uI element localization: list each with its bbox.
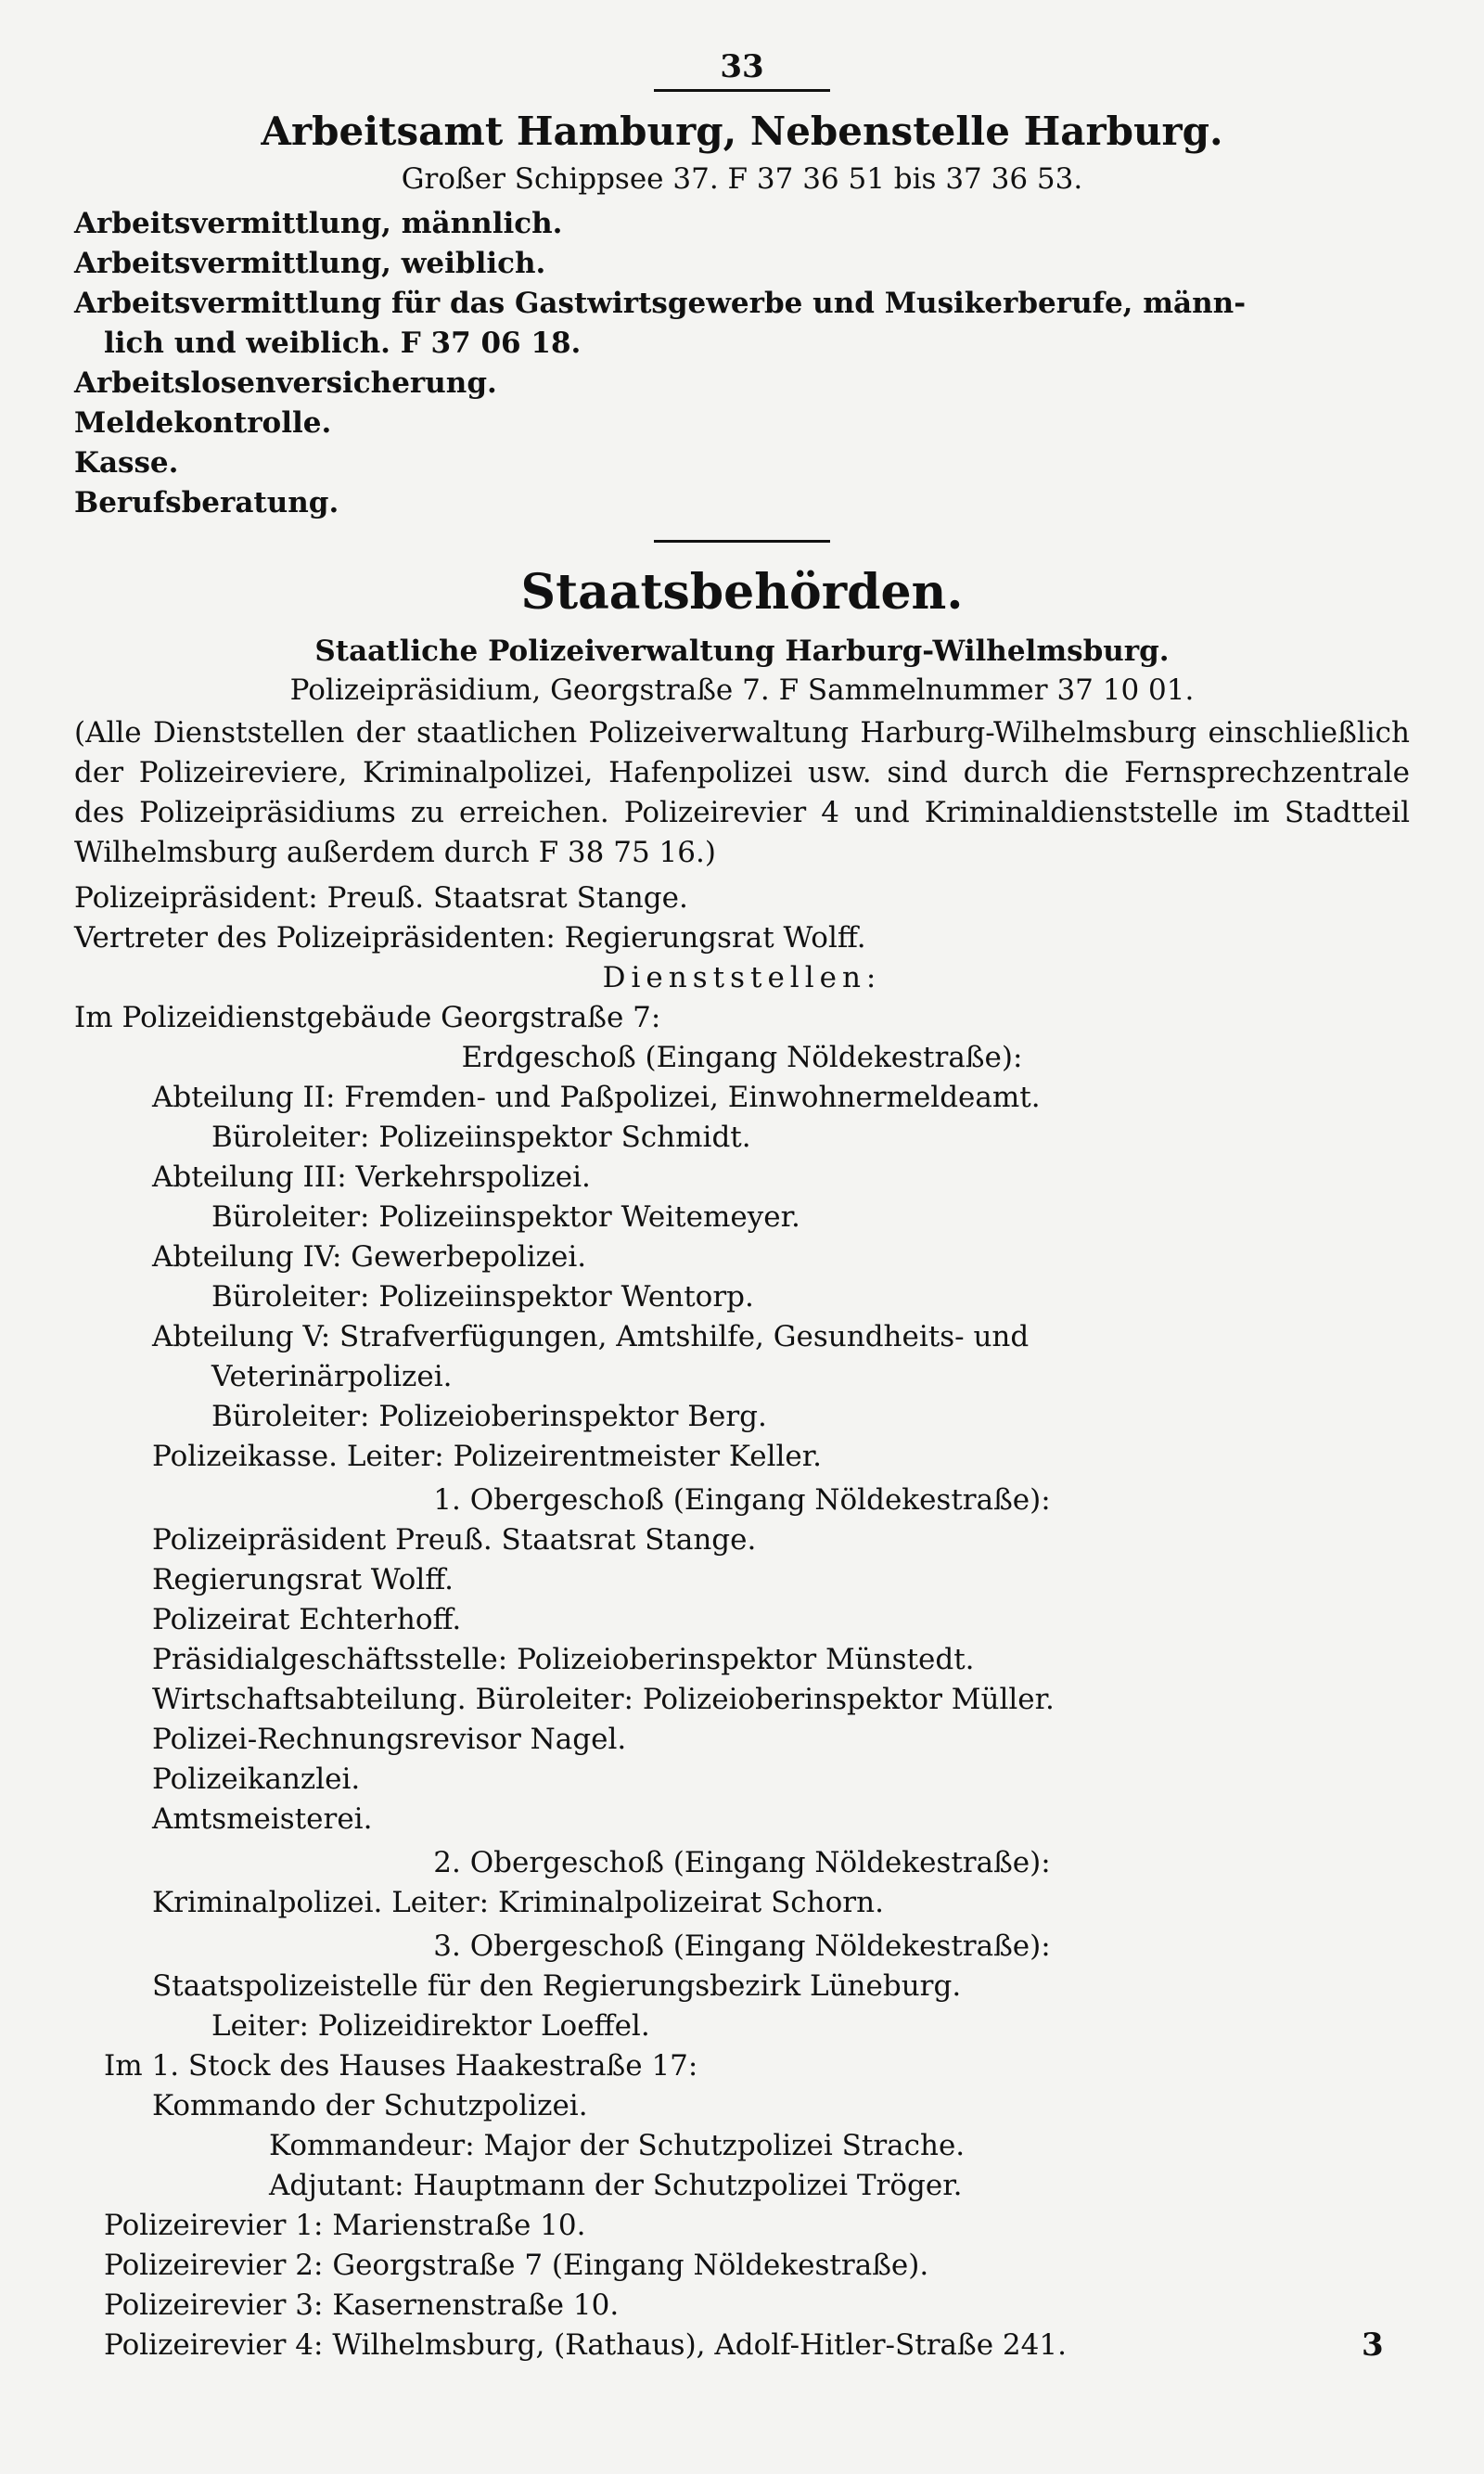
polizei-president: Polizeipräsident: Preuß. Staatsrat Stange.: [74, 881, 688, 915]
dienststellen-heading: Dienststellen:: [602, 961, 882, 994]
directory-entry: Abteilung V: Strafverfügungen, Amtshilfe, Gesundheits- und: [152, 1320, 1030, 1353]
directory-entry: Polizeirevier 1: Marienstraße 10.: [104, 2209, 586, 2242]
polizei-title: Staatliche Polizeiverwaltung Harburg-Wilhelmsburg.: [314, 635, 1170, 668]
directory-entry: Polizeirat Echterhoff.: [152, 1603, 462, 1636]
directory-entry: Polizeirevier 2: Georgstraße 7 (Eingang Nöldekestraße).: [104, 2249, 929, 2282]
polizei-note: (Alle Dienststellen der staatlichen Polizeiverwaltung Harburg-Wilhelmsburg einschließlich der Polizeireviere, Kriminalpolizei, Hafenpolizei usw. sind durch die Fernsprechzentrale des Polizeipräsidiums zu erreichen. Polizeirevier 4 und Kriminaldienststelle im Stadtteil Wilhelmsburg außerdem durch F 38 75 16.): [74, 716, 1410, 869]
directory-entry: Veterinärpolizei.: [211, 1360, 453, 1393]
arbeitsamt-item: Arbeitsvermittlung, weiblich.: [74, 247, 546, 280]
erdgeschoss-heading: Erdgeschoß (Eingang Nöldekestraße):: [461, 1041, 1023, 1074]
haake-list: [74, 2086, 1410, 2206]
polizeireviere-list: [74, 2206, 1410, 2365]
directory-entry: Adjutant: Hauptmann der Schutzpolizei Tröger.: [269, 2169, 963, 2202]
footer-number: 3: [1362, 2327, 1384, 2364]
erdgeschoss-list: [74, 1078, 1410, 1477]
directory-entry: Büroleiter: Polizeioberinspektor Berg.: [211, 1400, 767, 1433]
directory-entry: Leiter: Polizeidirektor Loeffel.: [211, 2009, 650, 2043]
obergeschoss-3-list: [74, 1967, 1410, 2046]
arbeitsamt-item: Arbeitsvermittlung für das Gastwirtsgewerbe und Musikerberufe, männ-: [74, 287, 1247, 320]
directory-entry: Amtsmeisterei.: [152, 1802, 373, 1836]
section-divider: [654, 540, 830, 543]
directory-entry: Staatspolizeistelle für den Regierungsbezirk Lüneburg.: [152, 1969, 962, 2003]
directory-entry: Büroleiter: Polizeiinspektor Weitemeyer.: [211, 1200, 800, 1234]
directory-entry: Büroleiter: Polizeiinspektor Schmidt.: [211, 1121, 751, 1154]
arbeitsamt-list: [74, 204, 1410, 523]
obergeschoss-1-list: [74, 1520, 1410, 1839]
obergeschoss-1-heading: 1. Obergeschoß (Eingang Nöldekestraße):: [433, 1483, 1051, 1517]
directory-entry: Polizeikanzlei.: [152, 1763, 361, 1796]
arbeitsamt-item: Arbeitslosenversicherung.: [74, 366, 497, 400]
staatsbehoerden-heading: Staatsbehörden.: [520, 564, 964, 621]
arbeitsamt-item: Berufsberatung.: [74, 486, 339, 519]
top-rule: [654, 89, 830, 92]
directory-entry: Abteilung IV: Gewerbepolizei.: [152, 1240, 587, 1274]
polizei-vertreter: Vertreter des Polizeipräsidenten: Regierungsrat Wolff.: [74, 921, 866, 955]
arbeitsamt-address: Großer Schippsee 37. F 37 36 51 bis 37 36 53.: [401, 162, 1083, 196]
directory-entry: Präsidialgeschäftsstelle: Polizeioberinspektor Münstedt.: [152, 1643, 975, 1676]
arbeitsamt-item: Kasse.: [74, 446, 179, 480]
gebaeude-heading: Im Polizeidienstgebäude Georgstraße 7:: [74, 1001, 661, 1034]
directory-entry: Polizeirevier 4: Wilhelmsburg, (Rathaus), Adolf-Hitler-Straße 241.: [104, 2328, 1067, 2362]
directory-entry: Polizei-Rechnungsrevisor Nagel.: [152, 1723, 627, 1756]
directory-entry: Kommandeur: Major der Schutzpolizei Strache.: [269, 2129, 966, 2162]
obergeschoss-3-heading: 3. Obergeschoß (Eingang Nöldekestraße):: [433, 1929, 1051, 1963]
arbeitsamt-title: Arbeitsamt Hamburg, Nebenstelle Harburg.: [261, 109, 1223, 154]
arbeitsamt-item: Meldekontrolle.: [74, 406, 332, 440]
page-content: [74, 104, 1410, 2365]
directory-entry: Abteilung III: Verkehrspolizei.: [152, 1160, 591, 1194]
directory-entry: Büroleiter: Polizeiinspektor Wentorp.: [211, 1280, 754, 1314]
obergeschoss-2-heading: 2. Obergeschoß (Eingang Nöldekestraße):: [433, 1846, 1051, 1879]
directory-entry: Abteilung II: Fremden- und Paßpolizei, Einwohnermeldeamt.: [152, 1081, 1041, 1114]
praesidium-address: Polizeipräsidium, Georgstraße 7. F Sammelnummer 37 10 01.: [289, 673, 1195, 707]
directory-entry: Wirtschaftsabteilung. Büroleiter: Polizeioberinspektor Müller.: [152, 1683, 1055, 1716]
arbeitsamt-item: Arbeitsvermittlung, männlich.: [74, 207, 563, 240]
directory-entry: Polizeipräsident Preuß. Staatsrat Stange.: [152, 1523, 757, 1557]
directory-entry: Kommando der Schutzpolizei.: [152, 2089, 588, 2122]
page-number: 33: [720, 48, 764, 85]
arbeitsamt-item: lich und weiblich. F 37 06 18.: [104, 327, 582, 360]
directory-entry: Polizeikasse. Leiter: Polizeirentmeister Keller.: [152, 1440, 823, 1473]
directory-entry: Polizeirevier 3: Kasernenstraße 10.: [104, 2288, 620, 2322]
directory-entry: Regierungsrat Wolff.: [152, 1563, 454, 1596]
haake-heading: Im 1. Stock des Hauses Haakestraße 17:: [104, 2049, 698, 2083]
directory-entry: Kriminalpolizei. Leiter: Kriminalpolizeirat Schorn.: [152, 1886, 884, 1919]
obergeschoss-2-list: [74, 1883, 1410, 1923]
